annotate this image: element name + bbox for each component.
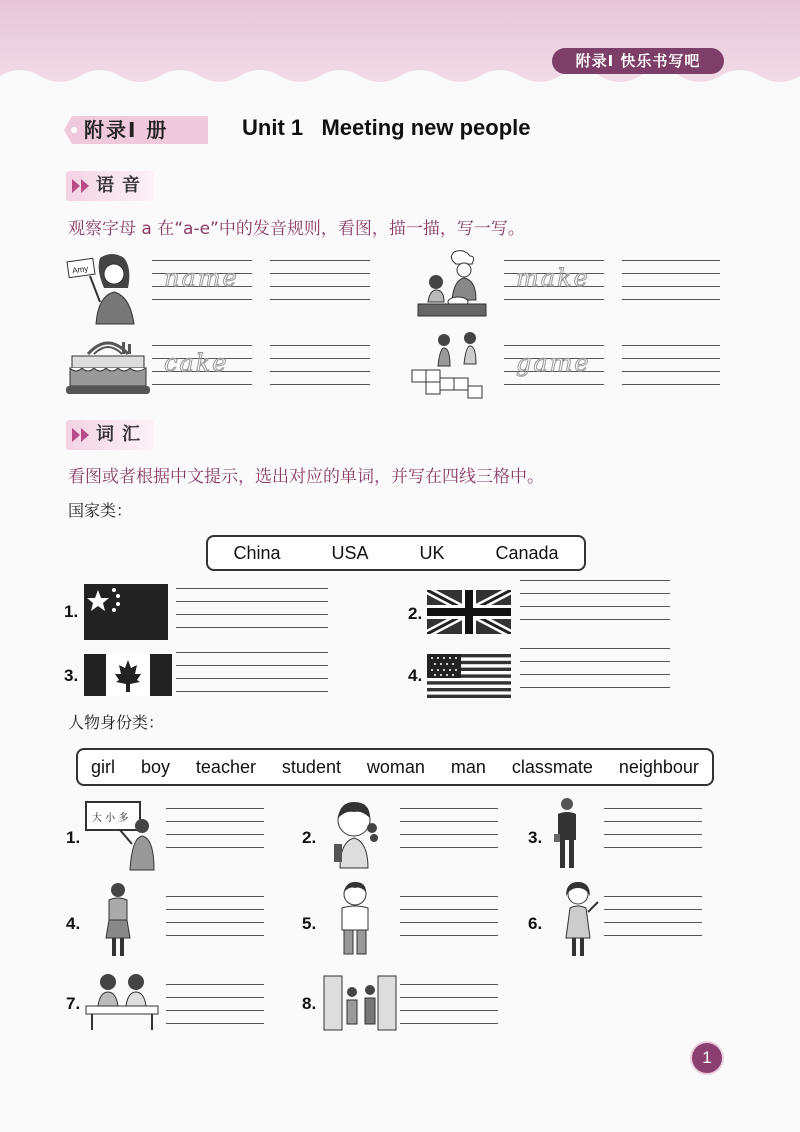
student-girl-illustration <box>328 798 380 870</box>
writing-grid-game-trace[interactable] <box>504 345 604 385</box>
people-option-woman: woman <box>366 756 425 777</box>
people-option-boy: boy <box>140 756 170 777</box>
writing-grid-make-blank[interactable] <box>622 260 720 300</box>
people-option-girl: girl <box>90 756 115 777</box>
writing-grid-cake-blank[interactable] <box>270 345 370 385</box>
appendix-label: 附录Ⅰ 册 <box>84 118 169 142</box>
writing-grid-people-5[interactable] <box>400 896 498 936</box>
phonics-section-tag <box>66 171 154 201</box>
vocab-section-tag <box>66 420 154 450</box>
classmates-illustration <box>84 970 160 1032</box>
unit-title <box>242 112 531 144</box>
writing-grid-country-1[interactable] <box>176 588 328 628</box>
country-option-canada: Canada <box>495 542 559 563</box>
neighbours-illustration <box>322 970 398 1032</box>
trace-word-cake: cake <box>164 349 229 377</box>
writing-grid-country-4[interactable] <box>520 648 670 688</box>
country-number-1: 1. <box>64 602 79 621</box>
people-number-5: 5. <box>302 914 317 933</box>
woman-illustration <box>102 880 134 958</box>
people-option-neighbour: neighbour <box>618 756 699 777</box>
writing-grid-game-blank[interactable] <box>622 345 720 385</box>
vocab-instruction: 看图或者根据中文提示，选出对应的单词，并写在四线三格中。 <box>68 467 544 487</box>
double-arrow-icon <box>72 428 92 442</box>
phonics-heading: 语音 <box>96 175 148 196</box>
people-number-7: 7. <box>66 994 81 1013</box>
countries-word-box <box>206 535 586 571</box>
countries-label: 国家类： <box>68 501 133 520</box>
unit-name: Meeting new people <box>321 115 531 140</box>
people-word-box <box>76 748 714 786</box>
cooking-illustration <box>414 250 490 318</box>
writing-grid-people-6[interactable] <box>604 896 702 936</box>
country-number-3: 3. <box>64 666 79 685</box>
writing-grid-country-3[interactable] <box>176 652 328 692</box>
writing-grid-name-trace[interactable] <box>152 260 252 300</box>
writing-grid-cake-trace[interactable] <box>152 345 252 385</box>
people-number-2: 2. <box>302 828 317 847</box>
boy-illustration <box>334 880 376 960</box>
page-number: 1 <box>692 1043 722 1073</box>
writing-grid-people-1[interactable] <box>166 808 264 848</box>
board-text: 大 小 多 <box>92 813 129 824</box>
canada-flag-icon <box>84 654 172 696</box>
top-wave-band <box>0 0 800 92</box>
people-option-man: man <box>450 756 486 777</box>
writing-grid-people-7[interactable] <box>166 984 264 1024</box>
usa-flag-icon <box>427 654 511 698</box>
header-tab: 附录Ⅰ 快乐书写吧 <box>552 48 724 74</box>
people-number-1: 1. <box>66 828 81 847</box>
country-option-uk: UK <box>419 542 445 563</box>
trace-word-name: name <box>164 264 239 292</box>
writing-grid-make-trace[interactable] <box>504 260 604 300</box>
people-label: 人物身份类： <box>68 713 165 732</box>
trace-word-make: make <box>516 264 590 292</box>
cake-illustration <box>66 334 150 396</box>
people-option-student: student <box>281 756 341 777</box>
hopscotch-illustration <box>408 330 492 402</box>
girl-illustration <box>556 880 600 960</box>
amy-card-text: Amy <box>71 264 89 276</box>
double-arrow-icon <box>72 179 92 193</box>
phonics-instruction: 观察字母 a 在“a-e”中的发音规则，看图，描一描，写一写。 <box>68 219 525 239</box>
country-number-4: 4. <box>408 666 423 685</box>
people-option-teacher: teacher <box>195 756 256 777</box>
vocab-heading: 词汇 <box>96 424 148 445</box>
trace-word-game: game <box>516 349 591 377</box>
writing-grid-people-2[interactable] <box>400 808 498 848</box>
people-number-8: 8. <box>302 994 317 1013</box>
country-option-china: China <box>233 542 281 563</box>
writing-grid-people-4[interactable] <box>166 896 264 936</box>
girl-amy-illustration <box>64 248 144 326</box>
writing-grid-country-2[interactable] <box>520 580 670 620</box>
people-option-classmate: classmate <box>511 756 593 777</box>
country-number-2: 2. <box>408 604 423 623</box>
people-number-6: 6. <box>528 914 543 933</box>
people-number-3: 3. <box>528 828 543 847</box>
man-illustration <box>552 796 582 870</box>
writing-grid-people-8[interactable] <box>400 984 498 1024</box>
teacher-illustration <box>84 800 160 872</box>
writing-grid-people-3[interactable] <box>604 808 702 848</box>
country-option-usa: USA <box>331 542 369 563</box>
uk-flag-icon <box>427 590 511 634</box>
writing-grid-name-blank[interactable] <box>270 260 370 300</box>
china-flag-icon <box>84 584 168 640</box>
people-number-4: 4. <box>66 914 81 933</box>
unit-number: Unit 1 <box>242 115 304 140</box>
